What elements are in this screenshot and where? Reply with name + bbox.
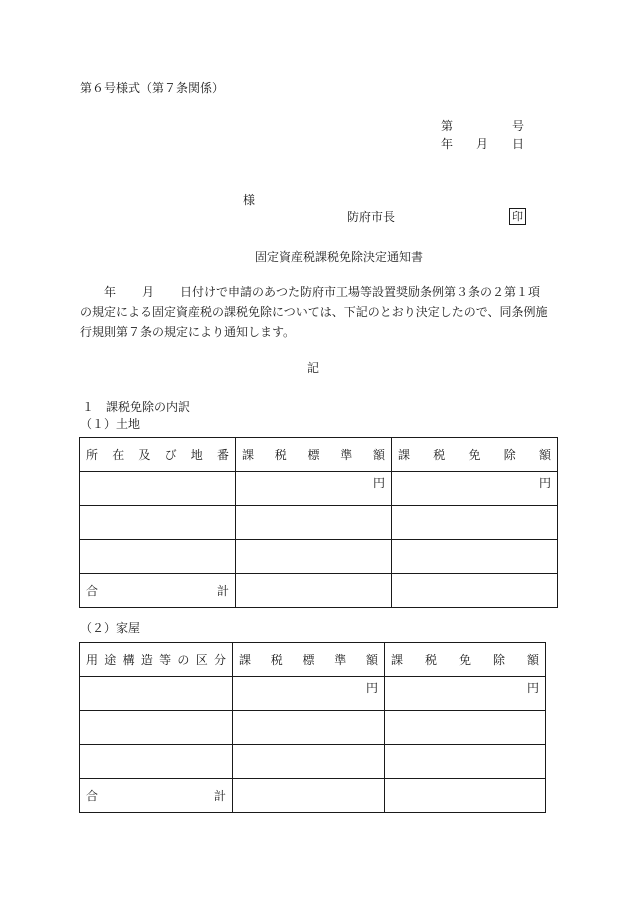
column-header (385, 643, 546, 677)
header-char: 及 (138, 448, 151, 462)
land-table (79, 437, 558, 608)
header-char: 課 (391, 653, 404, 667)
header-char: 分 (213, 653, 226, 667)
table-header-row (80, 438, 558, 472)
header-char: 税 (424, 653, 437, 667)
table-cell[interactable] (80, 540, 236, 574)
table-cell[interactable] (80, 472, 236, 506)
table-cell[interactable] (80, 711, 233, 745)
table-row (80, 472, 558, 506)
column-header (80, 643, 233, 677)
document-title: 固定資産税課税免除決定通知書 (255, 250, 424, 264)
total-label-left: 合 (86, 584, 99, 598)
header-char: 標 (307, 448, 320, 462)
table-row (80, 540, 558, 574)
total-label-cell (80, 574, 236, 608)
header-char: 除 (503, 448, 516, 462)
table-cell[interactable] (385, 745, 546, 779)
table-cell[interactable] (236, 574, 392, 608)
header-char: 所 (86, 448, 99, 462)
house-table (79, 642, 546, 813)
total-label-right: 計 (216, 584, 229, 598)
table-row (80, 745, 546, 779)
header-char: 造 (140, 653, 153, 667)
house-heading: （２）家屋 (80, 621, 141, 635)
header-char: 免 (458, 653, 471, 667)
body-year-label: 年 (104, 285, 117, 299)
total-label-left: 合 (86, 789, 99, 803)
document-number-suffix: 号 (512, 119, 525, 133)
total-row (80, 779, 546, 813)
table-cell[interactable] (392, 574, 558, 608)
header-char: 税 (274, 448, 287, 462)
table-cell[interactable] (233, 711, 385, 745)
header-char: 準 (334, 653, 347, 667)
issuer-name: 防府市長 (347, 210, 396, 224)
header-char: 課 (242, 448, 255, 462)
header-char: の (177, 653, 190, 667)
header-char: 税 (270, 653, 283, 667)
unit-cell[interactable]: 円 (392, 472, 558, 506)
section-heading: １ 課税免除の内訳 (82, 400, 191, 414)
table-row (80, 677, 546, 711)
total-label-cell (80, 779, 233, 813)
table-cell[interactable] (385, 711, 546, 745)
header-char: 課 (398, 448, 411, 462)
unit-cell[interactable]: 円 (236, 472, 392, 506)
header-char: 額 (538, 448, 551, 462)
form-number: 第６号様式（第７条関係） (80, 81, 225, 95)
seal-mark: 印 (509, 208, 526, 225)
table-row (80, 711, 546, 745)
header-char: 除 (492, 653, 505, 667)
header-char: 額 (526, 653, 539, 667)
header-char: 等 (159, 653, 172, 667)
total-row (80, 574, 558, 608)
header-char: 税 (433, 448, 446, 462)
column-header (392, 438, 558, 472)
header-char: 額 (372, 448, 385, 462)
header-char: 番 (216, 448, 229, 462)
header-char: 課 (239, 653, 252, 667)
table-row (80, 506, 558, 540)
body-month-label: 月 (142, 285, 155, 299)
table-cell[interactable] (392, 506, 558, 540)
column-header (233, 643, 385, 677)
column-header (80, 438, 236, 472)
table-cell[interactable] (80, 745, 233, 779)
header-char: 免 (468, 448, 481, 462)
header-char: 準 (340, 448, 353, 462)
addressee-honorific: 様 (243, 193, 256, 207)
header-char: 額 (365, 653, 378, 667)
table-cell[interactable] (233, 779, 385, 813)
table-header-row (80, 643, 546, 677)
header-char: 用 (86, 653, 99, 667)
table-cell[interactable] (236, 506, 392, 540)
table-cell[interactable] (385, 779, 546, 813)
header-char: 地 (190, 448, 203, 462)
header-char: 途 (104, 653, 117, 667)
date-year-label: 年 (441, 137, 454, 151)
header-char: 標 (302, 653, 315, 667)
unit-cell[interactable]: 円 (233, 677, 385, 711)
date-month-label: 月 (476, 137, 489, 151)
header-char: 区 (195, 653, 208, 667)
record-mark: 記 (307, 361, 320, 375)
header-char: 構 (122, 653, 135, 667)
table-cell[interactable] (233, 745, 385, 779)
header-char: 在 (112, 448, 125, 462)
table-cell[interactable] (80, 677, 233, 711)
body-text: 日付けで申請のあつた防府市工場等設置奨励条例第３条の２第１項の規定による固定資産税の課税免除については、下記のとおり決定したので、同条例施行規則第７条の規定により通知します。 (80, 285, 548, 339)
document-number-label: 第 (441, 119, 454, 133)
land-heading: （１）土地 (80, 417, 141, 431)
total-label-right: 計 (213, 789, 226, 803)
date-day-label: 日 (512, 137, 525, 151)
body-paragraph (80, 282, 550, 342)
column-header (236, 438, 392, 472)
table-cell[interactable] (392, 540, 558, 574)
table-cell[interactable] (236, 540, 392, 574)
unit-cell[interactable]: 円 (385, 677, 546, 711)
header-char: び (164, 448, 177, 462)
table-cell[interactable] (80, 506, 236, 540)
